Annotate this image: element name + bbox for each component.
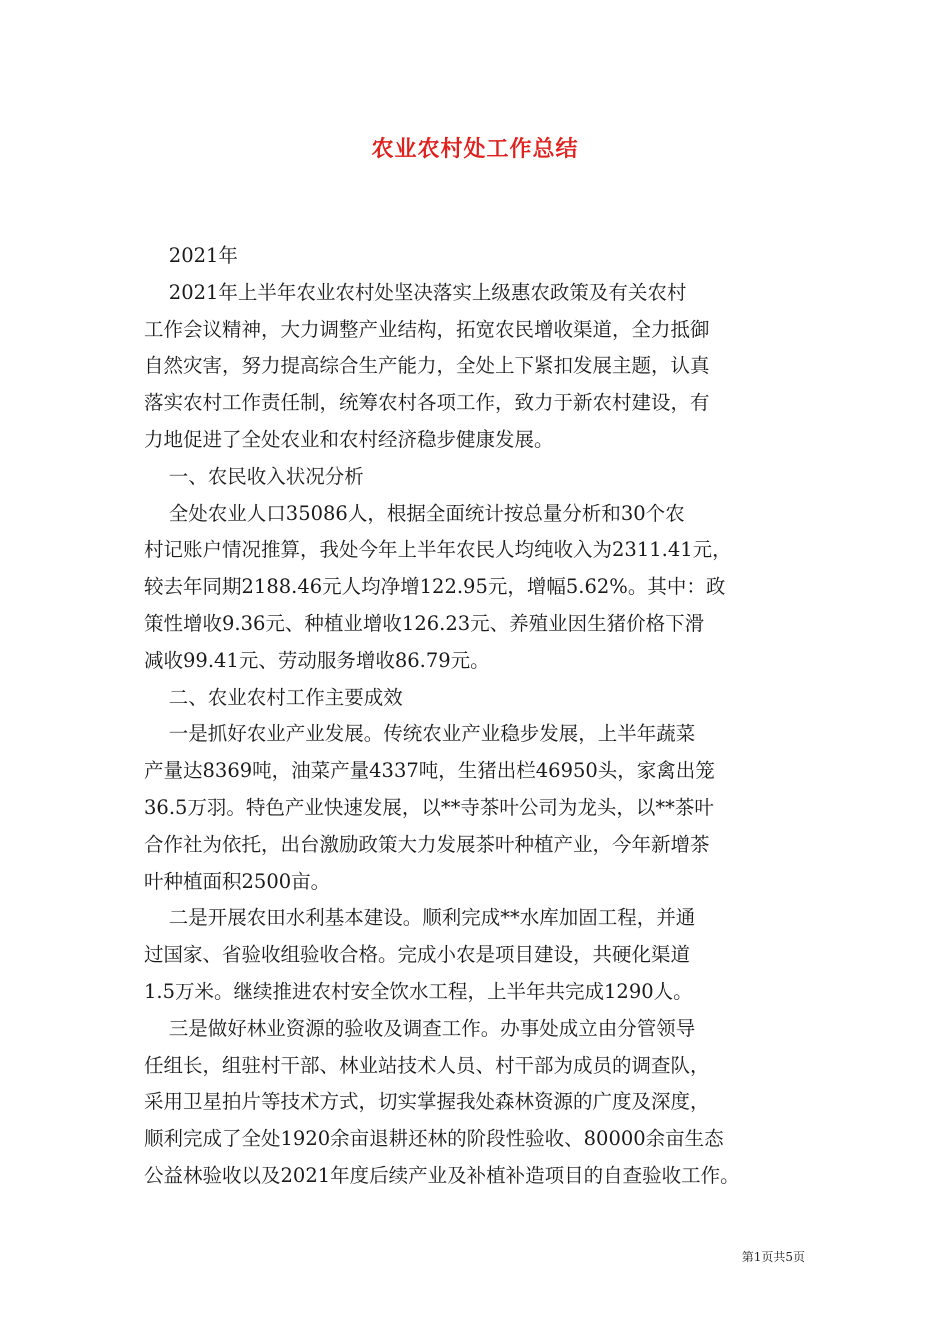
- text-line: 全处农业人口35086人，根据全面统计按总量分析和30个农: [144, 501, 685, 525]
- text-line: 工作会议精神，大力调整产业结构，拓宽农民增收渠道，全力抵御: [144, 317, 710, 341]
- text-line: 三是做好林业资源的验收及调查工作。办事处成立由分管领导: [144, 1016, 696, 1040]
- text-line: 叶种植面积2500亩。: [144, 869, 331, 893]
- text-line: 1.5万米。继续推进农村安全饮水工程，上半年共完成1290人。: [144, 979, 693, 1003]
- text-line: 落实农村工作责任制，统筹农村各项工作，致力于新农村建设，有: [144, 391, 710, 415]
- text-line: 力地促进了全处农业和农村经济稳步健康发展。: [144, 427, 554, 451]
- text-line: 36.5万羽。特色产业快速发展，以**寺茶叶公司为龙头，以**茶叶: [144, 795, 714, 819]
- text-line: 2021年上半年农业农村处坚决落实上级惠农政策及有关农村: [144, 280, 687, 304]
- text-line: 2021年: [144, 244, 238, 267]
- text-line: 公益林验收以及2021年度后续产业及补植补造项目的自查验收工作。: [144, 1163, 740, 1187]
- page-number-footer: 第1页共5页: [741, 1250, 805, 1264]
- text-line: 一是抓好农业产业发展。传统农业产业稳步发展，上半年蔬菜: [144, 722, 696, 746]
- section-heading: 二、农业农村工作主要成效: [144, 685, 403, 709]
- text-line: 二是开展农田水利基本建设。顺利完成**水库加固工程，并通: [144, 906, 696, 930]
- document-title: 农业农村处工作总结: [371, 136, 579, 162]
- text-line: 减收99.41元、劳动服务增收86.79元。: [144, 648, 490, 672]
- text-line: 过国家、省验收组验收合格。完成小农是项目建设，共硬化渠道: [144, 943, 691, 967]
- text-line: 顺利完成了全处1920余亩退耕还林的阶段性验收、80000余亩生态: [144, 1127, 724, 1151]
- text-line: 合作社为依托，出台激励政策大力发展茶叶种植产业，今年新增茶: [144, 832, 710, 856]
- text-line: 采用卫星拍片等技术方式，切实掌握我处森林资源的广度及深度，: [144, 1090, 710, 1114]
- text-line: 较去年同期2188.46元人均净增122.95元，增幅5.62%。其中：政: [144, 575, 726, 599]
- text-line: 任组长，组驻村干部、林业站技术人员、村干部为成员的调查队，: [144, 1053, 710, 1077]
- document-body: [144, 238, 816, 1195]
- text-line: 产量达8369吨，油菜产量4337吨，生猪出栏46950头，家禽出笼: [144, 759, 715, 783]
- text-line: 村记账户情况推算，我处今年上半年农民人均纯收入为2311.41元，: [144, 538, 732, 562]
- text-line: 策性增收9.36元、种植业增收126.23元、养殖业因生猪价格下滑: [144, 611, 705, 635]
- section-heading: 一、农民收入状况分析: [144, 464, 364, 488]
- text-line: 自然灾害，努力提高综合生产能力，全处上下紧扣发展主题，认真: [144, 354, 710, 378]
